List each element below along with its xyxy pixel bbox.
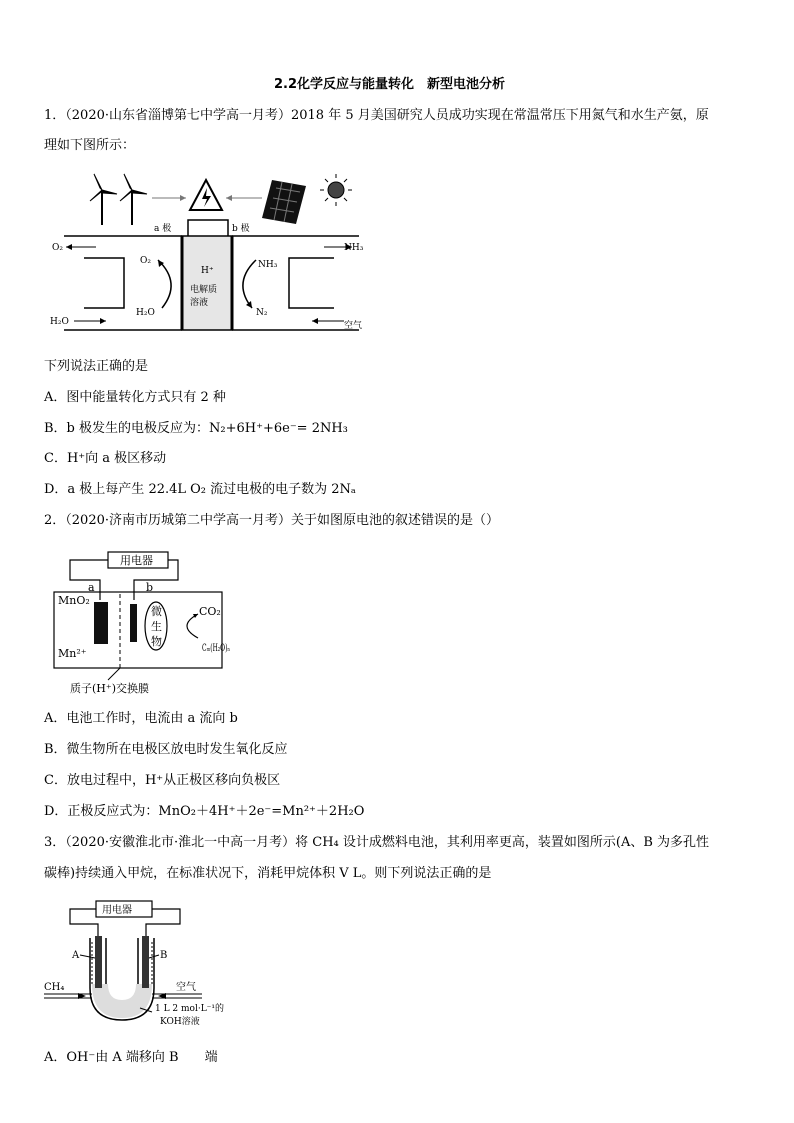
q1-prompt: 下列说法正确的是 [44, 359, 149, 374]
q2-option-b: B．微生物所在电极区放电时发生氧化反应 [44, 742, 288, 757]
wind-turbine-icon [90, 174, 147, 225]
mn2-label: Mn²⁺ [58, 647, 87, 660]
o2-label: O₂ [140, 256, 151, 266]
ch4-label: CH₄ [44, 982, 65, 993]
nh3-out-label: NH₃ [344, 243, 364, 253]
device-label: 用电器 [120, 554, 153, 567]
a-pole-label: a 极 [154, 224, 172, 234]
q2-option-a: A．电池工作时，电流由 a 流向 b [44, 711, 238, 726]
q1-option-c: C．H⁺向 a 极区移动 [44, 451, 167, 466]
high-voltage-icon [190, 180, 222, 210]
mno2-label: MnO₂ [58, 594, 90, 607]
air-label: 空气 [176, 982, 196, 993]
q3-stem-line1: 3．（2020·安徽淮北市·淮北一中高一月考）将 CH₄ 设计成燃料电池，其利用率更高，装置如图所示(A、B 为多孔性 [44, 835, 710, 850]
page-title: 2.2化学反应与能量转化 新型电池分析 [274, 77, 506, 92]
q3-option-a: A．OH⁻由 A 端移向 B 端 [44, 1050, 218, 1065]
co2-label: CO₂ [199, 605, 221, 618]
q1-stem-line1: 1．（2020·山东省淄博第七中学高一月考）2018 年 5 月美国研究人员成功实现在常温常压下用氮气和水生产氨，原 [44, 108, 709, 123]
nh3-label: NH₃ [258, 260, 278, 270]
q2-figure [52, 548, 232, 696]
solution-label-1: 1 L 2 mol·L⁻¹的 [155, 1004, 225, 1014]
q2-option-c: C．放电过程中，H⁺从正极区移向负极区 [44, 773, 281, 788]
h2o-feed-label: H₂O [50, 317, 69, 327]
q1-option-d: D．a 极上每产生 22.4L O₂ 流过电极的电子数为 2Nₐ [44, 482, 356, 497]
b-pole-label: b 极 [232, 224, 250, 234]
solution-label-2: KOH溶液 [160, 1017, 200, 1027]
q1-option-a: A．图中能量转化方式只有 2 种 [44, 390, 226, 405]
electrolyte-label-2: 溶液 [190, 298, 209, 308]
q1-option-b: B．b 极发生的电极反应为：N₂+6H⁺+6e⁻= 2NH₃ [44, 421, 348, 436]
cm-label: Cₘ(H₂O)ₙ [202, 643, 230, 654]
o2-out-label: O₂ [52, 243, 63, 253]
electrode-a-label: a [88, 581, 95, 594]
q2-stem: 2．（2020·济南市历城第二中学高一月考）关于如图原电池的叙述错误的是（） [44, 513, 499, 528]
microbe-char-3: 物 [151, 635, 162, 648]
electrode-b-label: b [146, 581, 154, 594]
air-feed-label: 空气 [344, 321, 363, 331]
q1-stem-line2: 理如下图所示： [44, 138, 136, 153]
electrolyte-label-1: 电解质 [190, 285, 218, 295]
microbe-char-2: 生 [151, 620, 162, 633]
n2-label: N₂ [256, 308, 268, 318]
q3-stem-line2: 碳棒)持续通入甲烷，在标准状况下，消耗甲烷体积 V L。则下列说法正确的是 [44, 866, 492, 881]
q1-figure [44, 168, 374, 338]
membrane-label: 质子(H⁺)交换膜 [70, 682, 149, 695]
h-plus-label: H⁺ [201, 266, 214, 276]
device-label: 用电器 [102, 905, 132, 916]
sun-icon [320, 174, 352, 206]
q2-option-d: D．正极反应式为：MnO₂＋4H⁺＋2e⁻=Mn²⁺＋2H₂O [44, 804, 365, 819]
solar-panel-icon [262, 180, 306, 224]
q3-figure [40, 898, 240, 1030]
h2o-label: H₂O [136, 308, 155, 318]
microbe-char-1: 微 [151, 605, 162, 618]
electrode-b-label: B [160, 950, 168, 961]
electrode-a-label: A [72, 950, 80, 961]
